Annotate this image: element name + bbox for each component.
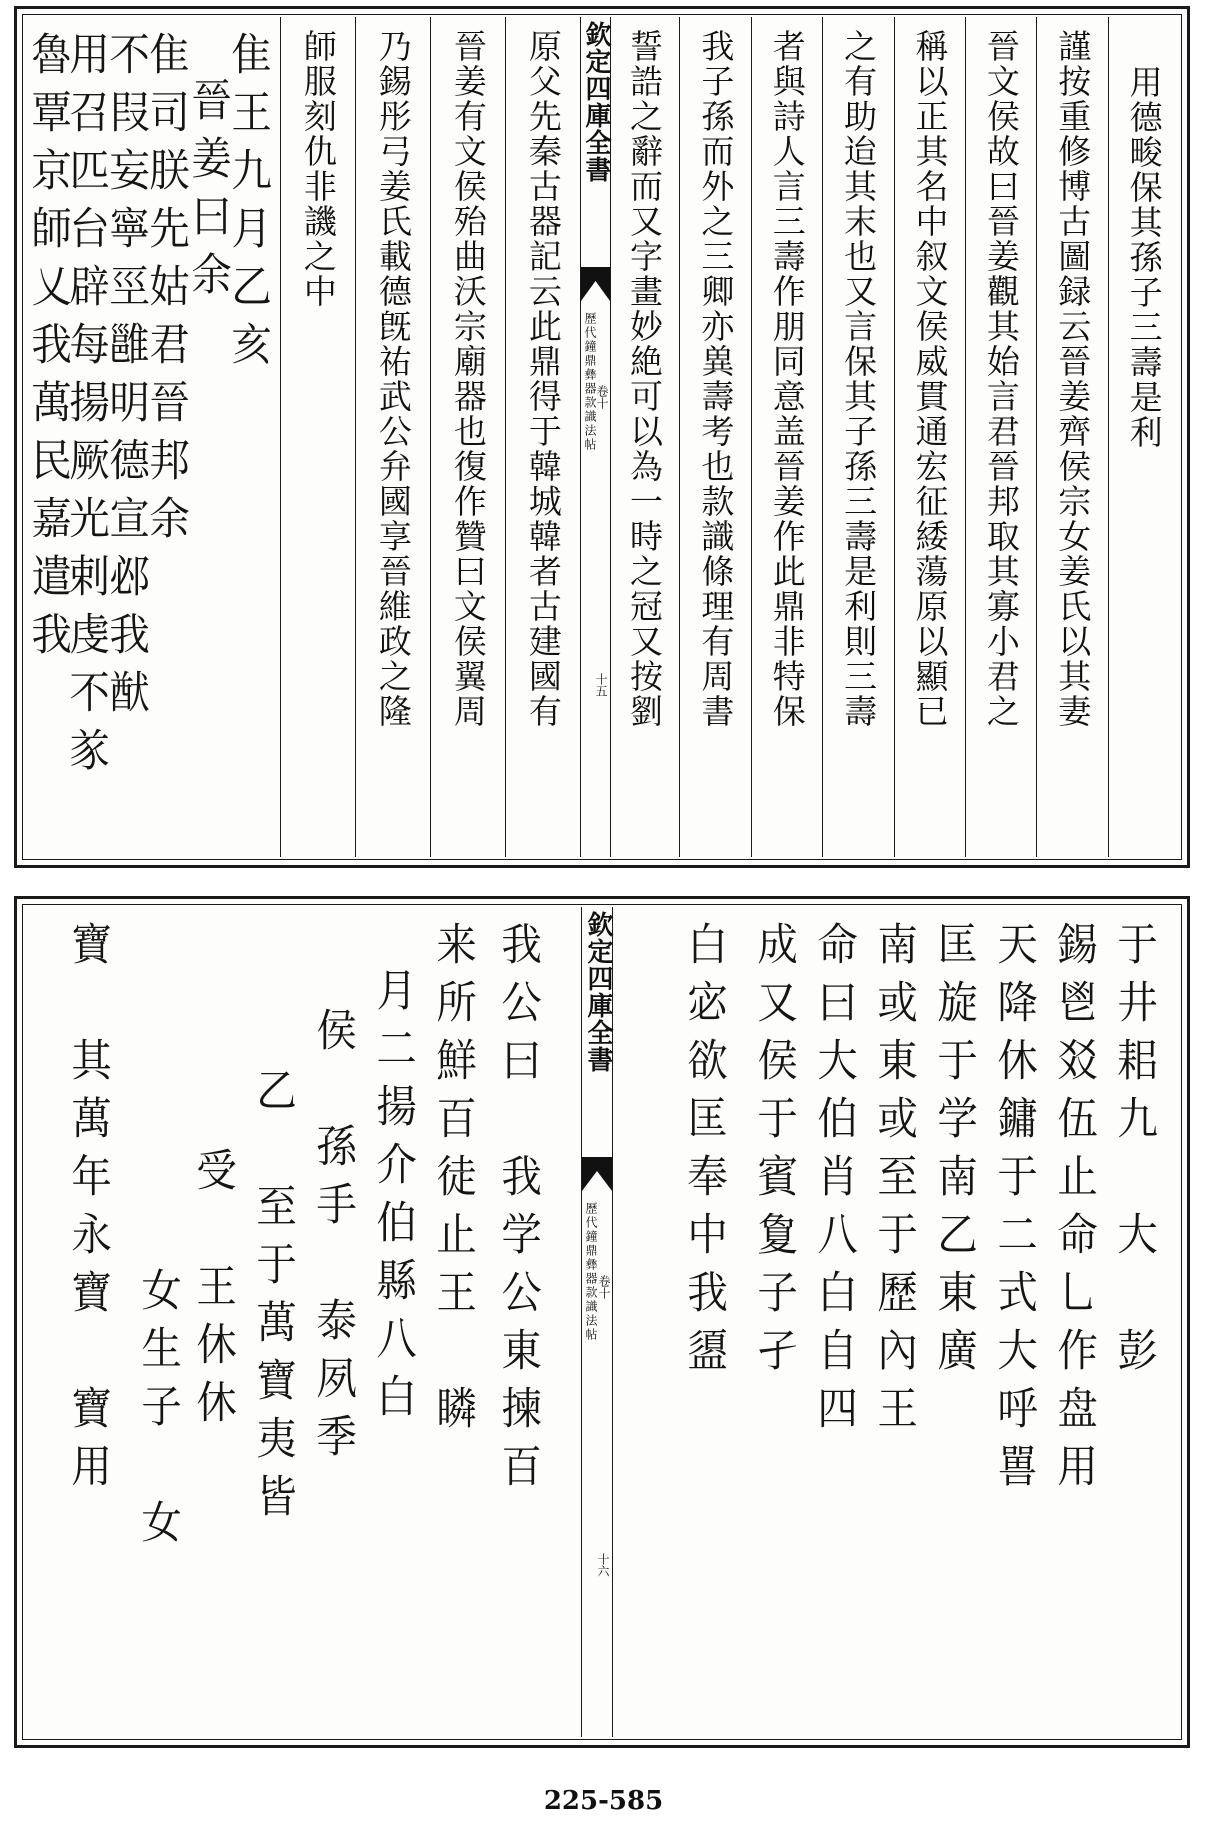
inscription-column: 侯 孫手 泰夙季: [309, 1007, 356, 1471]
inscription-column: 命曰大伯肖八白自四: [810, 921, 857, 1443]
inscription-column: 錫鬯㸚伍止命乚作盘用: [1050, 921, 1097, 1501]
top-right-text-block: [609, 17, 1179, 857]
text-column: 用德畯保其孫子三壽是利: [1108, 17, 1179, 857]
text-column: 晉文侯故曰晉姜觀其始言君晉邦取其寡小君之: [965, 17, 1036, 857]
book-title: 欽定四庫全書: [583, 911, 613, 1073]
book-subtitle: 歷代鐘鼎彝器款識法帖: [584, 1202, 598, 1342]
inscription-column: 女生子 女: [134, 1267, 181, 1557]
inscription-column: 乙 至于萬寶夷皆: [249, 1067, 296, 1531]
inscription-column: 于井耜九 大 彭: [1110, 921, 1157, 1385]
inscription-column: 匡旋于学南乙東廣: [930, 921, 977, 1385]
inscription-column: 我公曰 我学公東揀百: [494, 921, 541, 1501]
bronze-inscription-bottom-right: [611, 907, 1179, 1737]
inscription-column: 隹王九月乙亥: [224, 31, 271, 379]
text-column: 原父先秦古器記云此鼎得于韓城韓者古建國有: [505, 17, 580, 857]
bottom-sheet: [14, 896, 1190, 1748]
top-center-gutter: [580, 17, 611, 857]
text-column: 誓誥之辭而又字畫妙絶可以為一時之冠又按劉: [625, 29, 664, 729]
bronze-inscription-top: [25, 17, 280, 857]
bottom-center-gutter: [581, 907, 613, 1737]
fishtail-mark-icon: [581, 267, 610, 301]
fishtail-mark-icon: [582, 1157, 612, 1191]
inscription-column: 受 王休休: [189, 1147, 236, 1437]
top-sheet: [14, 6, 1190, 868]
bottom-right-inscription-block: [611, 907, 1179, 1737]
leaf-number: 十六: [596, 1553, 610, 1577]
bottom-left-inscription-block: [25, 907, 581, 1737]
text-column: 晉姜有文侯殆曲沃宗廟器也復作贊曰文侯翼周: [430, 17, 505, 857]
text-column: 我子孫而外之三卿亦兾壽考也款識條理有周書: [679, 17, 750, 857]
volume-label: 卷十: [595, 385, 609, 409]
inscription-column: 晉姜曰余: [184, 77, 231, 309]
inscription-column: 隹司朕先姑君晉邦余: [142, 31, 189, 553]
inscription-column: 天降休鏞于二式大呼嘼: [990, 921, 1037, 1501]
inscription-column: 白宓欲匡奉中我盨: [680, 921, 727, 1385]
inscription-column: 月二揚介伯縣八白: [369, 967, 416, 1431]
text-column: 稱以正其名中叙文侯威貫通宏征緌蕩原以顯已: [894, 17, 965, 857]
book-title: 欽定四庫全書: [581, 21, 611, 183]
page-number: 225-585: [543, 1786, 664, 1816]
leaf-number: 十五: [594, 673, 608, 697]
inscription-column: 不叚妄寧巠雝明德宣邲我猷: [102, 31, 149, 727]
text-column: 師服刻仇非譏之中: [280, 17, 355, 857]
text-column: 者與詩人言三壽作朋同意盖晉姜作此鼎非特保: [751, 17, 822, 857]
volume-label: 卷十: [597, 1275, 611, 1299]
inscription-column: 南或東或至于歷內王: [870, 921, 917, 1443]
inscription-column: 寶 其萬年永寶 寶用: [64, 921, 111, 1501]
bronze-inscription-bottom-left: [25, 907, 581, 1737]
text-column: 謹按重修博古圖録云晉姜齊侯宗女姜氏以其妻: [1036, 17, 1107, 857]
inscription-column: 魯覃京師乂我萬民嘉遣我: [24, 31, 71, 669]
inscription-column: 成又侯于賓夐子孑: [750, 921, 797, 1385]
text-column: 之有助迨其末也又言保其子孫三壽是利則三壽: [822, 17, 893, 857]
book-subtitle: 歷代鐘鼎彝器款識法帖: [583, 312, 597, 452]
inscription-column: 来所鮮百徒止王 瞵: [429, 921, 476, 1443]
inscription-column: 用召匹台辟每揚厥光剌虔不㒸: [62, 31, 109, 785]
text-column: 乃錫彤弓姜氏載德旣祐武公弁國享晉維政之隆: [355, 17, 430, 857]
top-left-block: [25, 17, 580, 857]
